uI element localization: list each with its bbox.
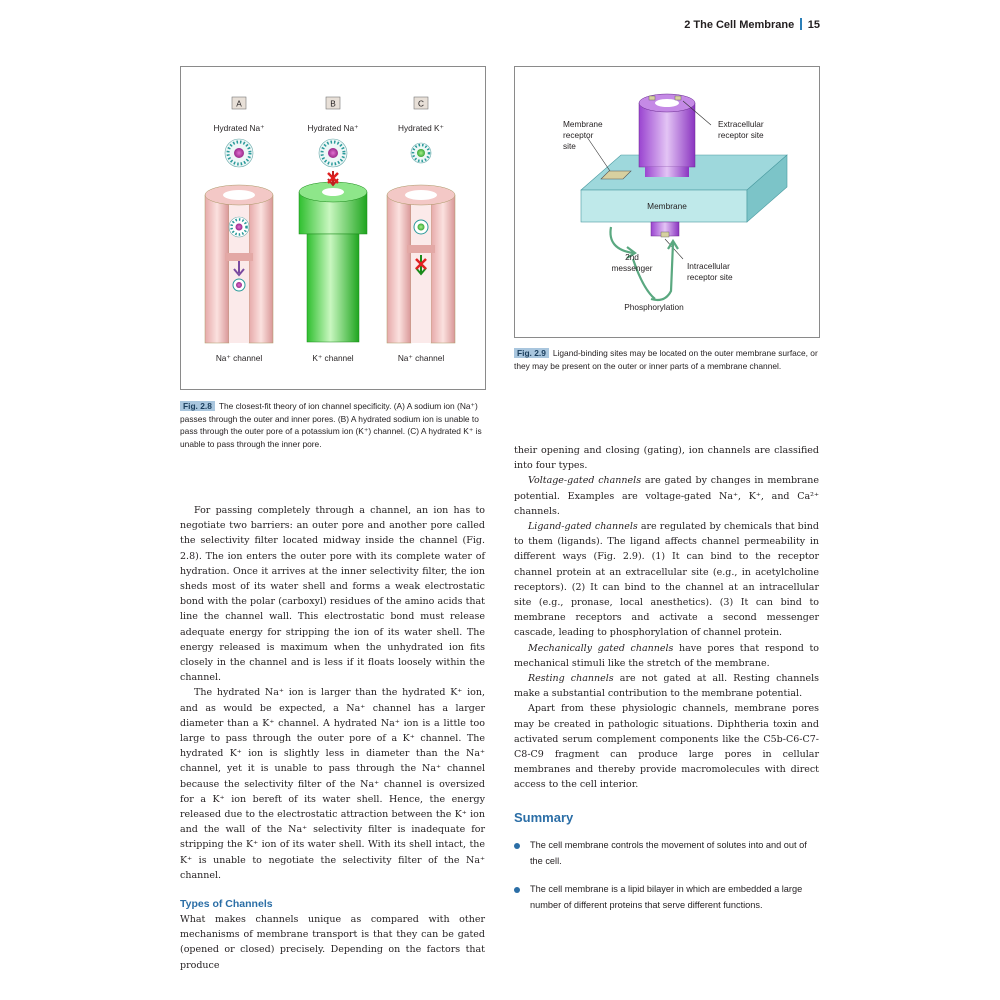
- panel-label-a: [232, 97, 246, 109]
- figure-2-8: [180, 66, 486, 390]
- hydrated-k-ion-icon: [411, 143, 431, 163]
- bullet-icon: [514, 887, 520, 893]
- term: Resting channels: [528, 673, 614, 685]
- extracellular-receptor-site-label: [718, 119, 764, 140]
- ion-label-c: Hydrated K⁺: [398, 123, 444, 133]
- term: Ligand-gated channels: [528, 521, 638, 533]
- intracellular-receptor-icon: [661, 232, 669, 237]
- svg-text:A: A: [236, 98, 242, 109]
- paragraph: What makes channels unique as compared with other mechanisms of membrane transport is that they can be gated (opened or closed) precisely. Depending on the factors that produce: [180, 914, 485, 971]
- paragraph: Mechanically gated channels have pores that respond to mechanical stimuli like the stretch of the membrane.: [514, 642, 820, 669]
- svg-text:receptor: receptor: [563, 130, 594, 140]
- na-channel-a: [205, 185, 273, 343]
- term: Voltage-gated channels: [528, 475, 642, 487]
- paragraph: Resting channels are not gated at all. Resting channels make a substantial contribution to the membrane potential.: [514, 673, 819, 700]
- paragraph: Apart from these physiologic channels, membrane pores may be created in pathologic situations. Diphtheria toxin and activated serum complement components like the C5b-C6-C7-C8-C9 fragment can produce large pores in cellular membranes and thereby provide macromolecules with direct access to the cell interior.: [514, 703, 819, 791]
- summary-item: The cell membrane is a lipid bilayer in which are embedded a large number of different proteins that serve different functions.: [514, 882, 819, 913]
- figure-2-9-caption: [514, 347, 819, 372]
- paragraph: their opening and closing (gating), ion channels are classified into four types.: [514, 445, 819, 472]
- chapter-title: 2 The Cell Membrane: [684, 19, 795, 31]
- phosphorylation-label: Phosphorylation: [624, 302, 684, 312]
- na-channel-c: [387, 185, 455, 343]
- figure-label: Fig. 2.9: [514, 348, 549, 358]
- summary-list: [514, 838, 819, 926]
- channel-label-a: Na⁺ channel: [215, 353, 263, 363]
- membrane-label: Membrane: [647, 201, 687, 211]
- panel-label-b: [326, 97, 340, 109]
- ligand-binding-diagram: [515, 67, 819, 337]
- caption-text: The closest-fit theory of ion channel specificity. (A) A sodium ion (Na⁺) passes through the outer and inner pores. (B) A hydrated sodium ion is unable to pass through the outer pore of a potassium ion (K⁺) channel. (C) A hydrated K⁺ is unable to pass through the inner pore.: [180, 401, 482, 449]
- svg-text:Extracellular: Extracellular: [718, 119, 764, 129]
- svg-text:Membrane: Membrane: [563, 119, 603, 129]
- summary-heading: Summary: [514, 810, 574, 825]
- figure-2-8-caption: [180, 400, 485, 450]
- phosphorylation-arrow-icon: [651, 243, 673, 300]
- caption-text: Ligand-binding sites may be located on the outer membrane surface, or they may be present on the outer or inner parts of a membrane channel.: [514, 348, 818, 371]
- header-divider: [800, 18, 802, 30]
- ion-label-a: Hydrated Na⁺: [213, 123, 265, 133]
- paragraph: Voltage-gated channels are gated by changes in membrane potential. Examples are voltage-gated Na⁺, K⁺, and Ca²⁺ channels.: [514, 475, 819, 517]
- svg-text:receptor site: receptor site: [718, 130, 764, 140]
- svg-text:messenger: messenger: [611, 263, 653, 273]
- svg-text:receptor site: receptor site: [687, 272, 733, 282]
- channel-label-c: Na⁺ channel: [397, 353, 445, 363]
- membrane-receptor-site-label: [563, 119, 603, 151]
- second-messenger-label: [611, 252, 652, 273]
- paragraph: For passing completely through a channel, an ion has to negotiate two barriers: an outer pore and another pore called the selectivity filter located midway inside the channel (Fig. 2.8). The ion enters the outer pore with its complete water of hydration. Once it arrives at the inner selectivity filter, the ion sheds most of its water shell and forms a weak electrostatic bond with the polar (carboxyl) residues of the amino acids that line the channel wall. This electrostatic bond must release adequate energy for stripping the ion of its water shell. The energy released is maximum when the unhydrated ion fits closely in the channel and is less if it floats loosely within the channel.: [180, 505, 485, 684]
- paragraph: Ligand-gated channels are regulated by chemicals that bind to them (ligands). The ligand affects channel permeability in different ways (Fig. 2.9). (1) It can bind to the receptor channel protein at an extracellular site (e.g., in acetylcholine receptors). (2) It can bind to the channel at an intracellular site (e.g., pronase, local anesthetics). (3) It can bind to membrane receptors and activate a second messenger cascade, leading to phosphorylation of channel protein.: [514, 521, 819, 639]
- svg-text:2nd: 2nd: [625, 252, 639, 262]
- intracellular-receptor-site-label: [687, 261, 733, 282]
- channel-label-b: K⁺ channel: [312, 353, 354, 363]
- k-channel-b: [299, 171, 367, 342]
- term: Mechanically gated channels: [528, 642, 674, 654]
- panel-label-c: [414, 97, 428, 109]
- paragraph: The hydrated Na⁺ ion is larger than the hydrated K⁺ ion, and as would be expected, a Na⁺ channel has a larger diameter than a K⁺ channel. A hydrated Na⁺ ion is a little too large to pass through the outer pore of a K⁺ channel. The hydrated K⁺ ion is slightly less in diameter than the Na⁺ channel, yet it is unable to pass through the Na⁺ channel because the selectivity filter of the Na⁺ channel is oversized for a K⁺ ion bereft of its water shell. Hence, the energy released due to the electrostatic attraction between the K⁺ ion and the wall of the Na⁺ selectivity filter is inadequate for stripping the K⁺ ion of its water shell. With its shell intact, the K⁺ is unable to negotiate the selectivity filter of the Na⁺ channel.: [180, 687, 485, 881]
- svg-text:Intracellular: Intracellular: [687, 261, 730, 271]
- running-header: [684, 18, 820, 31]
- figure-label: Fig. 2.8: [180, 401, 215, 411]
- ion-channel-diagram: [181, 67, 485, 389]
- left-column: [180, 503, 485, 973]
- hydrated-na-ion-icon: [319, 139, 347, 167]
- svg-text:B: B: [330, 98, 336, 109]
- svg-text:C: C: [418, 98, 424, 109]
- right-column: [514, 443, 819, 793]
- bullet-icon: [514, 843, 520, 849]
- ion-label-b: Hydrated Na⁺: [307, 123, 359, 133]
- hydrated-na-ion-icon: [225, 139, 253, 167]
- figure-2-9: [514, 66, 820, 338]
- page-number: 15: [807, 19, 820, 31]
- svg-text:site: site: [563, 141, 576, 151]
- section-heading-types-of-channels: Types of Channels: [180, 898, 273, 911]
- summary-item: The cell membrane controls the movement of solutes into and out of the cell.: [514, 838, 819, 869]
